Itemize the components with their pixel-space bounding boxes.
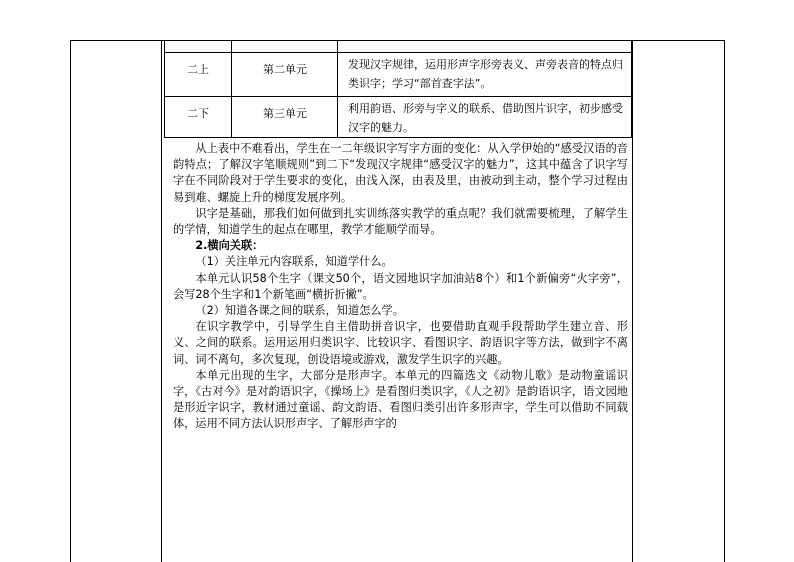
paragraph: 本单元认识58个生字（课文50个，语文园地识字加油站8个）和1个新偏旁“火字旁”，会写28个生字和1个新笔画“横折折撇”。: [173, 271, 628, 301]
table-cell-unit: 第二单元: [231, 53, 338, 97]
table-row: [164, 96, 632, 138]
paragraph: 本单元出现的生字，大部分是形声字。本单元的四篇选文《动物儿歌》是动物童谣识字，《古对今》是对韵语识字，《操场上》是看图归类识字，《人之初》是韵语识字，语文园地是形近字识字，教材通过童谣、韵文韵语、看图归类引出许多形声字，学生可以借助不同载体，运用不同方法认识形声字、了解形声字的: [173, 368, 628, 431]
unit-comparison-table: [164, 40, 630, 140]
table-row: [164, 52, 632, 97]
body-text: [173, 141, 628, 433]
table-cell-divider: [231, 40, 338, 52]
table-cell-content: 利用韵语、形旁与字义的联系、借助图片识字，初步感受汉字的魅力。: [337, 97, 631, 137]
paragraph: 识字是基础，那我们如何做到扎实训练落实教学的重点呢？我们就需要梳理，了解学生的学情，知道学生的起点在哪里，教学才能顺学而导。: [173, 206, 628, 237]
outer-table-divider-left: [161, 41, 162, 562]
table-cell-content: 发现汉字规律，运用形声字形旁表义、声旁表音的特点归类识字；学习“部首查字法”。: [337, 53, 631, 97]
outer-table-divider-right: [632, 41, 633, 562]
table-row-continued: [164, 40, 632, 52]
paragraph: 从上表中不难看出，学生在一二年级识字写字方面的变化：从入学伊始的“感受汉语的音韵特点；了解汉字笔顺规则”到二下“发现汉字规律“感受汉字的魅力”，这其中蕴含了识字写字在不同阶段对于学生要求的变化，由浅入深，由表及里，由被动到主动，整个学习过程由易到难、螺旋上升的梯度发展序列。: [173, 142, 628, 204]
table-cell-grade: 二下: [187, 107, 209, 120]
table-cell-grade: 二上: [187, 63, 209, 76]
paragraph: （1）关注单元内容联系，知道学什么。: [195, 255, 393, 269]
paragraph: （2）知道各课之间的联系，知道怎么学。: [195, 304, 404, 318]
paragraph: 在识字教学中，引导学生自主借助拼音识字，也要借助直观手段帮助学生建立音、形义、之间的联系。运用运用归类识字、比较识字、看图识字、韵语识字等方法，做到字不离词、词不离句，多次复现，创设语境或游戏，激发学生识字的兴趣。: [173, 320, 628, 366]
section-heading: 2.横向关联：: [195, 239, 264, 253]
table-cell-divider: [337, 40, 631, 52]
table-cell-unit: 第三单元: [231, 97, 338, 137]
